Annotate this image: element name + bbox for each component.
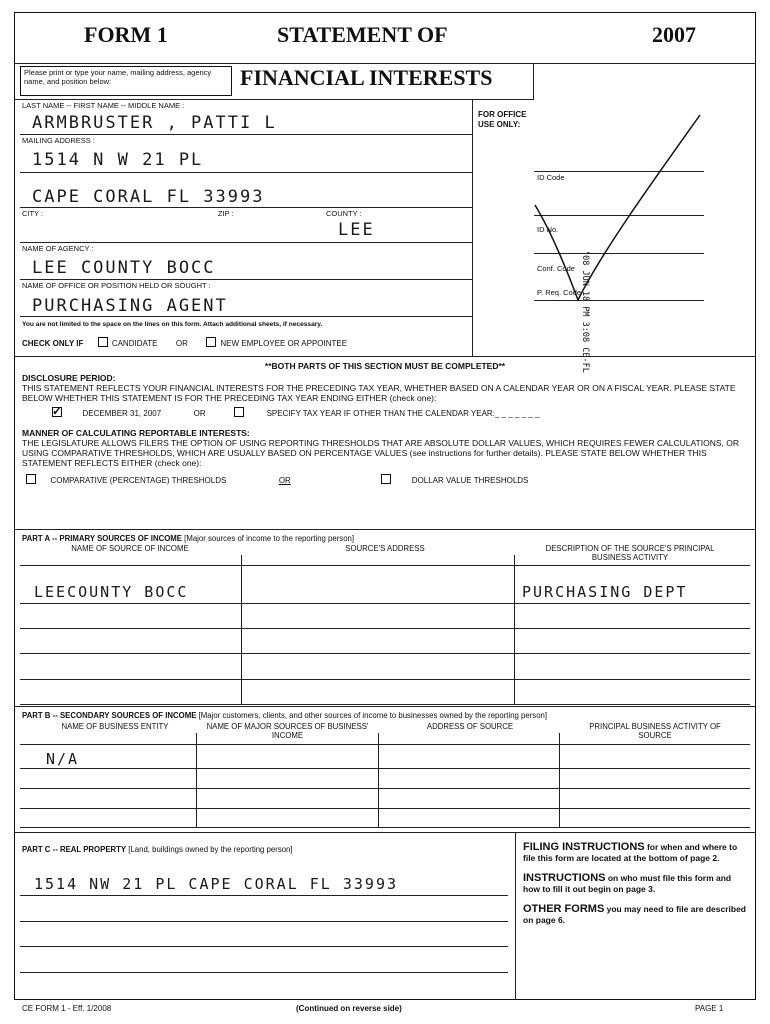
filer-top-rule bbox=[14, 99, 534, 100]
office-use-heading: FOR OFFICE USE ONLY: bbox=[478, 110, 527, 129]
header-rule bbox=[14, 63, 756, 64]
part-a-row1-name: LEECOUNTY BOCC bbox=[34, 583, 189, 601]
part-b-header-line bbox=[20, 744, 750, 745]
instruction-text: Please print or type your name, mailing address, agency name, and position below: bbox=[24, 68, 212, 86]
position-value: PURCHASING AGENT bbox=[32, 296, 228, 316]
name-label: LAST NAME -- FIRST NAME -- MIDDLE NAME : bbox=[22, 101, 185, 110]
part-a-col-description: DESCRIPTION OF THE SOURCE'S PRINCIPAL BUSINESS ACTIVITY bbox=[545, 544, 715, 562]
header-title-right-line bbox=[533, 63, 534, 99]
id-no-label: ID No. bbox=[537, 225, 559, 234]
form-title-line2: FINANCIAL INTERESTS bbox=[240, 65, 493, 90]
period-or: OR bbox=[193, 409, 206, 418]
part-b-row-line-2 bbox=[20, 788, 750, 789]
new-employee-checkbox[interactable] bbox=[206, 337, 216, 347]
name-line bbox=[20, 134, 472, 135]
part-a-top-rule bbox=[14, 529, 756, 530]
part-a-col-address: SOURCE'S ADDRESS bbox=[345, 544, 425, 553]
footer-continued: (Continued on reverse side) bbox=[296, 1004, 402, 1013]
part-b-col-major-sources: NAME OF MAJOR SOURCES OF BUSINESS' INCOME bbox=[206, 722, 369, 740]
address-value: 1514 N W 21 PL bbox=[32, 150, 204, 170]
check-or: OR bbox=[175, 339, 188, 348]
part-c-row1: 1514 NW 21 PL CAPE CORAL FL 33993 bbox=[34, 875, 399, 893]
part-a-row-line-1 bbox=[20, 603, 750, 604]
county-label: COUNTY : bbox=[326, 209, 362, 218]
part-a-heading: PART A -- PRIMARY SOURCES OF INCOME bbox=[22, 534, 182, 543]
county-value: LEE bbox=[338, 220, 375, 240]
other-forms-title: OTHER FORMS bbox=[523, 903, 605, 915]
footer-form-id: CE FORM 1 - Eff. 1/2008 bbox=[22, 1004, 112, 1013]
name-value: ARMBRUSTER , PATTI L bbox=[32, 113, 277, 133]
part-b-col-activity: PRINCIPAL BUSINESS ACTIVITY OF SOURCE bbox=[589, 722, 721, 740]
period-text: THIS STATEMENT REFLECTS YOUR FINANCIAL INTERESTS FOR THE PRECEDING TAX YEAR, WHETHER BASED ON A CALENDAR YEAR OR ON A FISCAL YEAR. PLEASE STATE BELOW WHETHER THIS STATEMENT IS FOR THE PRECEDING TAX YEAR ENDING EITHER (check one): bbox=[22, 383, 736, 403]
part-b-heading: PART B -- SECONDARY SOURCES OF INCOME bbox=[22, 711, 197, 720]
dec-31-checkbox[interactable]: ✓ bbox=[52, 404, 63, 418]
who-must-file-para bbox=[523, 873, 748, 894]
form-year: 2007 bbox=[652, 22, 696, 47]
comparative-label: COMPARATIVE (PERCENTAGE) THRESHOLDS bbox=[50, 476, 227, 485]
part-c-subheading: [Land, buildings owned by the reporting person] bbox=[128, 845, 293, 854]
filing-instructions-para bbox=[523, 842, 748, 863]
part-b-row1-entity: N/A bbox=[46, 750, 80, 768]
part-c-top-rule bbox=[14, 832, 756, 833]
dec-31-label: DECEMBER 31, 2007 bbox=[82, 409, 162, 418]
part-c-heading: PART C -- REAL PROPERTY bbox=[22, 845, 127, 854]
address-line bbox=[20, 172, 472, 173]
manner-options bbox=[26, 474, 528, 485]
part-b-row-line-1 bbox=[20, 768, 750, 769]
other-forms-para bbox=[523, 904, 748, 925]
disclosure-top-rule bbox=[14, 356, 756, 357]
office-use-divider bbox=[472, 99, 473, 356]
who-must-file-title: INSTRUCTIONS bbox=[523, 872, 606, 884]
agency-value: LEE COUNTY BOCC bbox=[32, 258, 216, 278]
part-b-col-entity: NAME OF BUSINESS ENTITY bbox=[61, 722, 169, 731]
part-b-top-rule bbox=[14, 706, 756, 707]
part-a-row-line-5 bbox=[20, 704, 750, 705]
part-a-row-line-4 bbox=[20, 679, 750, 680]
part-a-row-line-2 bbox=[20, 628, 750, 629]
filing-instructions-title: FILING INSTRUCTIONS bbox=[523, 841, 645, 853]
part-c-row-line-4 bbox=[20, 972, 508, 973]
id-code-label: ID Code bbox=[537, 173, 565, 182]
period-options bbox=[52, 404, 540, 418]
part-c-row-line-1 bbox=[20, 895, 508, 896]
part-a-heading-row bbox=[22, 534, 354, 543]
part-a-subheading: [Major sources of income to the reporting person] bbox=[184, 534, 355, 543]
part-c-heading-row bbox=[22, 845, 293, 854]
form-title-line1: STATEMENT OF bbox=[277, 22, 448, 47]
dollar-checkbox[interactable] bbox=[381, 474, 391, 484]
part-a-row1-description: PURCHASING DEPT bbox=[522, 583, 688, 601]
part-b-row-line-4 bbox=[20, 827, 750, 828]
position-label: NAME OF OFFICE OR POSITION HELD OR SOUGHT : bbox=[22, 281, 211, 290]
candidate-checkbox[interactable] bbox=[98, 337, 108, 347]
manner-or: OR bbox=[278, 476, 291, 485]
period-heading: DISCLOSURE PERIOD: bbox=[22, 373, 116, 383]
p-req-code-label: P. Req. Code bbox=[537, 288, 582, 297]
agency-line bbox=[20, 279, 472, 280]
part-b-col-divider-3 bbox=[559, 733, 560, 828]
other-forms-text: you may need to file are described on page 6. bbox=[523, 904, 746, 925]
part-b-subheading: [Major customers, clients, and other sources of income to businesses owned by the reporting person] bbox=[198, 711, 548, 720]
dollar-label: DOLLAR VALUE THRESHOLDS bbox=[411, 476, 529, 485]
candidate-label: CANDIDATE bbox=[111, 339, 158, 348]
specify-year-checkbox[interactable] bbox=[234, 407, 244, 417]
manner-heading: MANNER OF CALCULATING REPORTABLE INTERESTS: bbox=[22, 428, 250, 438]
county-line bbox=[20, 242, 472, 243]
part-c-row-line-3 bbox=[20, 946, 508, 947]
manner-text: THE LEGISLATURE ALLOWS FILERS THE OPTION OF USING REPORTING THRESHOLDS THAT ARE ABSOLUTE DOLLAR VALUES, WHICH REQUIRES FEWER CALCULATIONS, OR USING COMPARATIVE THRESHOLDS, WHICH ARE USUALLY BASED ON PERCENTAGE VALUES (see instructions for further details). PLEASE STATE BELOW WHETHER THIS STATEMENT REFLECTS EITHER (check one): bbox=[22, 438, 739, 468]
new-employee-label: NEW EMPLOYEE OR APPOINTEE bbox=[220, 339, 348, 348]
city-label: CITY : bbox=[22, 209, 44, 218]
who-must-file-text: on who must file this form and how to fill it out begin on page 3. bbox=[523, 873, 732, 894]
agency-label: NAME OF AGENCY : bbox=[22, 244, 94, 253]
filing-instructions bbox=[523, 842, 748, 925]
part-b-col-address: ADDRESS OF SOURCE bbox=[426, 722, 514, 731]
part-b-col-divider-2 bbox=[378, 733, 379, 828]
check-only-row bbox=[22, 337, 347, 348]
address-label: MAILING ADDRESS : bbox=[22, 136, 95, 145]
check-only-label: CHECK ONLY IF bbox=[22, 339, 84, 348]
conf-code-label: Conf. Code bbox=[537, 264, 575, 273]
part-a-row-line-3 bbox=[20, 653, 750, 654]
position-line bbox=[20, 316, 472, 317]
part-c-row-line-2 bbox=[20, 921, 508, 922]
part-a-header-line bbox=[20, 565, 750, 566]
part-a-col-divider-2 bbox=[514, 555, 515, 705]
city-line-value: CAPE CORAL FL 33993 bbox=[32, 187, 265, 207]
part-b-heading-row bbox=[22, 711, 547, 720]
specify-year-label: SPECIFY TAX YEAR IF OTHER THAN THE CALENDAR YEAR:_ _ _ _ _ _ _ bbox=[266, 409, 540, 418]
part-a-col-divider-1 bbox=[241, 555, 242, 705]
part-a-col-name: NAME OF SOURCE OF INCOME bbox=[71, 544, 189, 553]
comparative-checkbox[interactable] bbox=[26, 474, 36, 484]
form-number: FORM 1 bbox=[84, 22, 168, 47]
not-limited-note: You are not limited to the space on the lines on this form. Attach additional sheets, if necessary. bbox=[22, 321, 323, 328]
zip-label: ZIP : bbox=[218, 209, 234, 218]
part-b-col-divider-1 bbox=[196, 733, 197, 828]
city-line bbox=[20, 207, 472, 208]
part-b-row-line-3 bbox=[20, 808, 750, 809]
disclosure-banner: **BOTH PARTS OF THIS SECTION MUST BE COMPLETED** bbox=[264, 361, 506, 371]
office-checkmark-icon bbox=[530, 105, 710, 305]
part-c-filing-divider bbox=[515, 832, 516, 1000]
received-stamp: '08 JUN 18 PM 3:08 CE-FL bbox=[580, 250, 590, 373]
filing-instructions-text: for when and where to file this form are located at the bottom of page 2. bbox=[523, 842, 738, 863]
footer-page: PAGE 1 bbox=[695, 1004, 724, 1013]
